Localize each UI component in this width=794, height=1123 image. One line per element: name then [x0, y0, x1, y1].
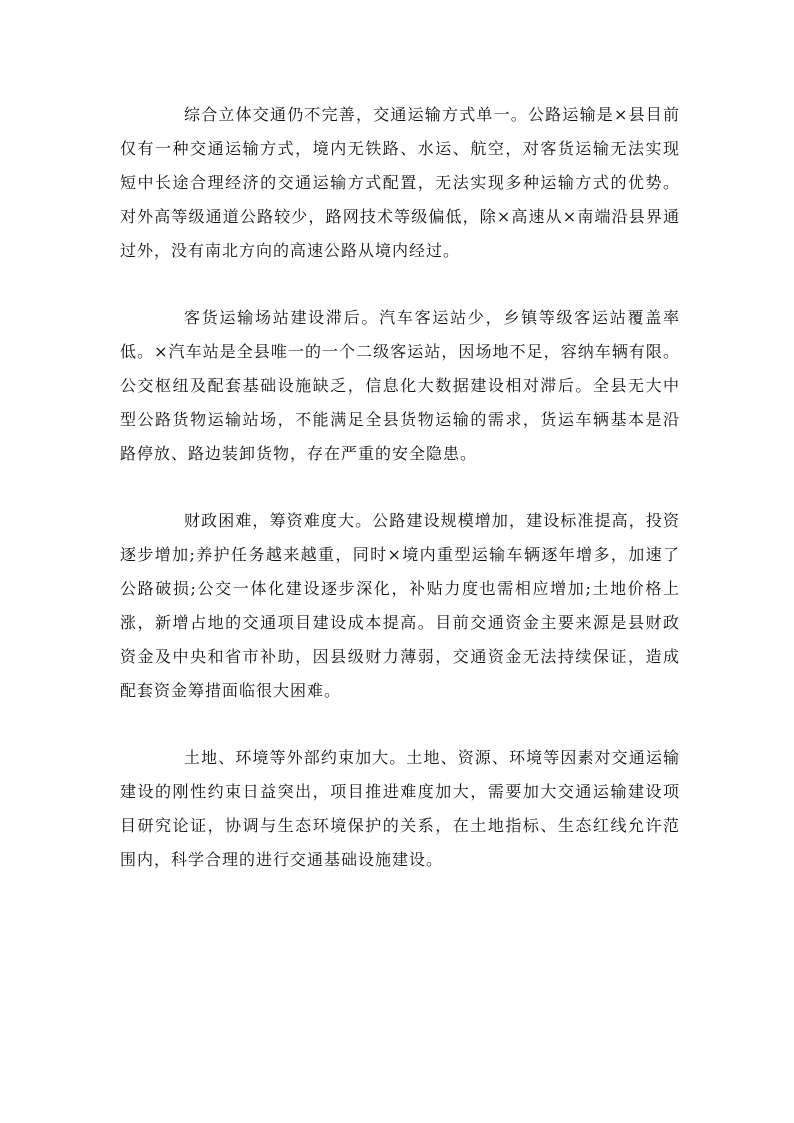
document-body: [120, 98, 680, 910]
paragraph-stations: 客货运输场站建设滞后。汽车客运站少，乡镇等级客运站覆盖率低。×汽车站是全县唯一的一个二级客运站，因场地不足，容纳车辆有限。公交枢纽及配套基础设施缺乏，信息化大数据建设相对滞后。全县无大中型公路货物运输站场，不能满足全县货物运输的需求，货运车辆基本是沿路停放、路边装卸货物，存在严重的安全隐患。: [120, 308, 680, 463]
paragraph-transport-modes: 综合立体交通仍不完善，交通运输方式单一。公路运输是×县目前仅有一种交通运输方式，境内无铁路、水运、航空，对客货运输无法实现短中长途合理经济的交通运输方式配置，无法实现多种运输方式的优势。对外高等级通道公路较少，路网技术等级偏低，除×高速从×南端沿县界通过外，没有南北方向的高速公路从境内经过。: [120, 105, 680, 260]
paragraph-finance: 财政困难，筹资难度大。公路建设规模增加，建设标准提高，投资逐步增加;养护任务越来越重，同时×境内重型运输车辆逐年增多，加速了公路破损;公交一体化建设逐步深化，补贴力度也需相应增加;土地价格上涨，新增占地的交通项目建设成本提高。目前交通资金主要来源是县财政资金及中央和省市补助，因县级财力薄弱，交通资金无法持续保证，造成配套资金筹措面临很大困难。: [120, 511, 680, 700]
paragraph-land-environment: 土地、环境等外部约束加大。土地、资源、环境等因素对交通运输建设的刚性约束日益突出，项目推进难度加大，需要加大交通运输建设项目研究论证，协调与生态环境保护的关系，在土地指标、生态红线允许范围内，科学合理的进行交通基础设施建设。: [120, 748, 680, 869]
